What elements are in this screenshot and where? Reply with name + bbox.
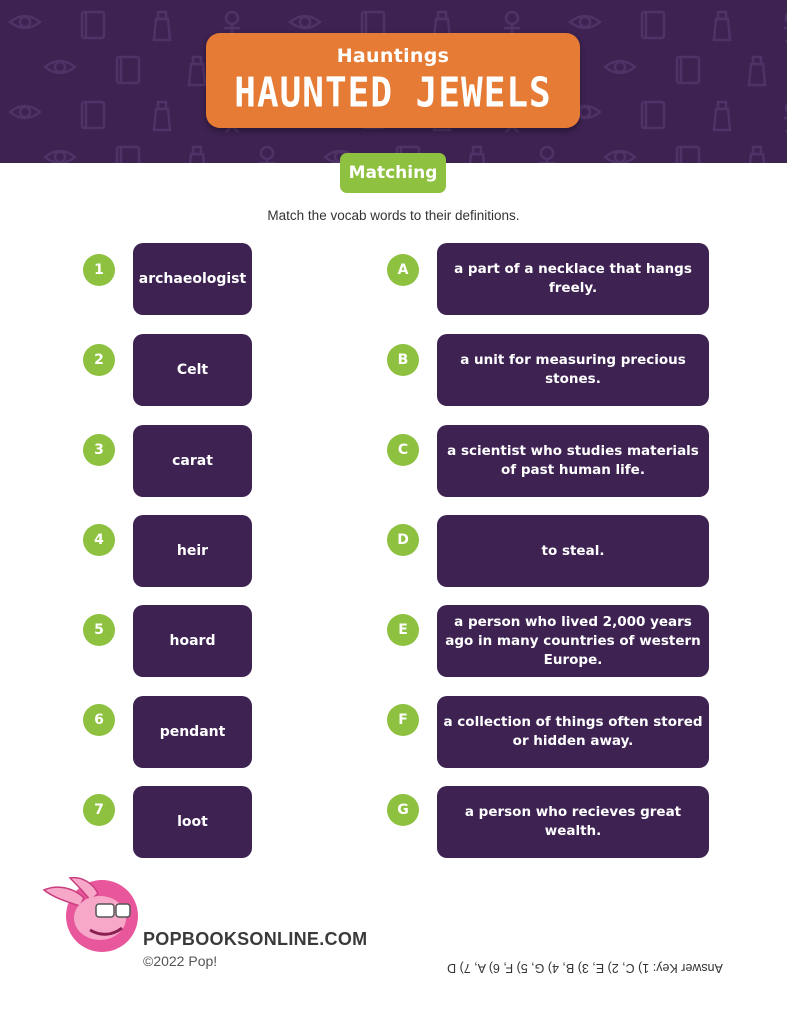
copyright: ©2022 Pop! (143, 953, 218, 969)
definition-letter: F (387, 704, 419, 736)
bottle-icon (189, 147, 205, 163)
bottle-icon (749, 147, 765, 163)
word-number: 2 (83, 344, 115, 376)
word-box[interactable]: hoard (133, 605, 252, 677)
book-title: HAUNTED JEWELS (234, 69, 552, 118)
instructions: Match the vocab words to their definitions. (267, 208, 520, 223)
bottle-icon (189, 57, 205, 85)
book-icon (642, 102, 664, 128)
pop-bunny-logo-icon (40, 874, 142, 954)
definition-box[interactable]: to steal. (437, 515, 709, 587)
definition-letter: B (387, 344, 419, 376)
eye-icon (605, 151, 635, 163)
word-number: 5 (83, 614, 115, 646)
eye-icon (10, 106, 40, 118)
definition-box[interactable]: a collection of things often stored or hidden away. (437, 696, 709, 768)
book-icon (642, 12, 664, 38)
eye-icon (605, 61, 635, 73)
book-icon (117, 57, 139, 83)
voodoo-doll-icon (259, 147, 275, 163)
book-icon (117, 147, 139, 163)
word-number: 1 (83, 254, 115, 286)
series-name: Hauntings (336, 45, 450, 67)
definition-letter: A (387, 254, 419, 286)
voodoo-doll-icon (539, 147, 555, 163)
word-box[interactable]: pendant (133, 696, 252, 768)
word-number: 6 (83, 704, 115, 736)
definition-letter: C (387, 434, 419, 466)
word-box[interactable]: loot (133, 786, 252, 858)
word-box[interactable]: carat (133, 425, 252, 497)
website-link[interactable]: POPBOOKSONLINE.COM (143, 929, 368, 949)
definition-box[interactable]: a scientist who studies materials of past human life. (437, 425, 709, 497)
word-number: 7 (83, 794, 115, 826)
definition-box[interactable]: a part of a necklace that hangs freely. (437, 243, 709, 315)
answer-key-upside-down: Answer Key: 1) C, 2) E, 3) B, 4) G, 5) F, 6) A, 7) D (447, 961, 723, 975)
eye-icon (45, 61, 75, 73)
definition-box[interactable]: a person who recieves great wealth. (437, 786, 709, 858)
word-box[interactable]: heir (133, 515, 252, 587)
bottle-icon (469, 147, 485, 163)
word-box[interactable]: Celt (133, 334, 252, 406)
bottle-icon (154, 102, 170, 130)
definition-box[interactable]: a person who lived 2,000 years ago in many countries of western Europe. (437, 605, 709, 677)
eye-icon (10, 16, 40, 28)
bottle-icon (154, 12, 170, 40)
eye-icon (290, 16, 320, 28)
word-number: 4 (83, 524, 115, 556)
book-icon (82, 12, 104, 38)
definition-letter: D (387, 524, 419, 556)
definition-letter: E (387, 614, 419, 646)
book-icon (82, 102, 104, 128)
bottle-icon (714, 102, 730, 130)
matching-badge: Matching (340, 153, 446, 193)
word-box[interactable]: archaeologist (133, 243, 252, 315)
header-band (0, 0, 787, 163)
eye-icon (45, 151, 75, 163)
book-icon (677, 147, 699, 163)
eye-icon (570, 16, 600, 28)
book-icon (677, 57, 699, 83)
word-number: 3 (83, 434, 115, 466)
definition-box[interactable]: a unit for measuring precious stones. (437, 334, 709, 406)
bottle-icon (714, 12, 730, 40)
title-box (206, 33, 580, 128)
bottle-icon (749, 57, 765, 85)
definition-letter: G (387, 794, 419, 826)
